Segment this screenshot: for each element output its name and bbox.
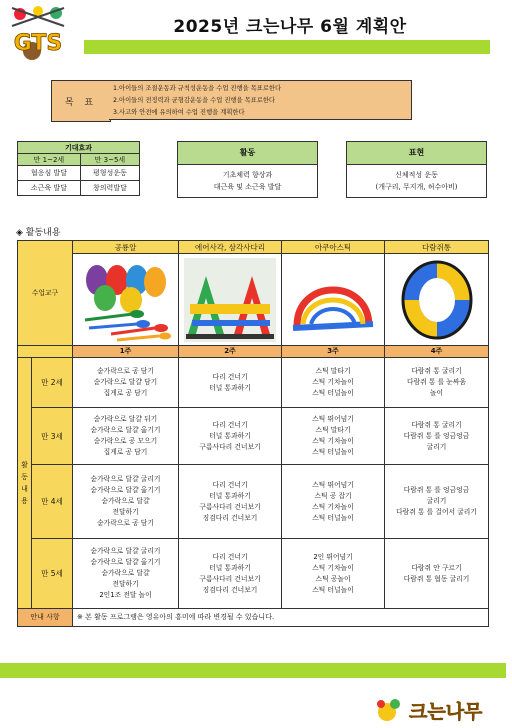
equipment-name: 아쿠아스틱 [282, 241, 385, 254]
plan-cell: 숟가락으로 달걀 굴리기 숟가락으로 달걀 옮기기 숟가락으로 달걀 전달하기 2인1조 전달 놀이 [73, 539, 179, 609]
plan-cell: 다리 건너기 터널 통과하기 구름사다리 건너보기 징검다리 건너보기 [179, 539, 282, 609]
plan-cell: 다리 건너기 터널 통과하기 [179, 358, 282, 408]
section-heading [16, 225, 61, 238]
goal-item: 1.아이들의 조절운동과 규칙성운동을 수업 진행을 목표로한다 [113, 85, 282, 92]
activity-line: 대근육 및 소근육 발달 [213, 183, 282, 191]
activity-box [177, 141, 318, 198]
activity-line: 기초체력 향상과 [222, 171, 273, 179]
plan-cell: 2인 뛰어넘기 스틱 기차놀이 스틱 공놀이 스틱 터널놀이 [282, 539, 385, 609]
plan-cell: 다리 건너기 터널 통과하기 구름사다리 건너보기 징검다리 건너보기 [179, 465, 282, 539]
plan-cell: 스틱 말타기 스틱 기차놀이 스틱 터널놀이 [282, 358, 385, 408]
plan-cell: 다리 건너기 터널 통과하기 구름사다리 건너보기 [179, 408, 282, 465]
plan-cell: 숟가락으로 달걀 굴리기 숟가락으로 달걀 옮기기 숟가락으로 달걀 전달하기 숟가락으로 공 담기 [73, 465, 179, 539]
notice-label: 안내 사항 [18, 609, 73, 627]
squirrel-barrel-image [391, 258, 483, 342]
expression-line: (개구리, 무지개, 허수아비) [375, 183, 458, 191]
effects-cell: 소근육 발달 [18, 181, 81, 196]
equipment-image [282, 254, 385, 346]
footer-logo [375, 696, 505, 724]
effects-col2: 만 3~5세 [80, 154, 139, 166]
age-label: 만 5세 [32, 539, 73, 609]
week-label: 3주 [282, 346, 385, 358]
week-label: 4주 [385, 346, 489, 358]
expression-box [346, 141, 487, 198]
activity-title: 활동 [177, 141, 318, 165]
effects-col1: 만 1~2세 [18, 154, 81, 166]
equipment-name: 다람쥐통 [385, 241, 489, 254]
footer-bar [0, 663, 506, 678]
effects-cell: 창의력발달 [80, 181, 139, 196]
plan-cell: 다람쥐 통 굴리기 다람쥐 통 를 엉금엉금 굴리기 [385, 408, 489, 465]
plan-cell: 스틱 뛰어넘기 스틱 공 잡기 스틱 기차놀이 스틱 터널놀이 [282, 465, 385, 539]
goal-list [109, 80, 412, 120]
effects-cell: 협응심 발달 [18, 166, 81, 181]
effects-cell: 평형성운동 [80, 166, 139, 181]
notice-text: ※ 본 활동 프로그램은 영유아의 흥미에 따라 변경될 수 있습니다. [73, 609, 489, 627]
activity-table [17, 240, 489, 627]
plan-cell: 다람쥐 통 굴리기 다람쥐 통 를 눈싸움 놀이 [385, 358, 489, 408]
age-label: 만 2세 [32, 358, 73, 408]
equipment-name: 공룡알 [73, 241, 179, 254]
age-label: 만 3세 [32, 408, 73, 465]
week-label: 1주 [73, 346, 179, 358]
section-title: 활동내용 [25, 228, 61, 238]
effects-box [17, 141, 140, 196]
page-title: 2025년 크는나무 6월 계획안 [173, 17, 407, 37]
diamond-icon: ◈ [16, 228, 23, 238]
age-label: 만 4세 [32, 465, 73, 539]
gts-logo [6, 4, 70, 62]
equipment-image [73, 254, 179, 346]
plan-cell: 스틱 뛰어넘기 스틱 말타기 스틱 기차놀이 스틱 터널놀이 [282, 408, 385, 465]
plan-cell: 다람쥐 통 를 엉금엉금 굴리기 다람쥐 통 를 걸어서 굴리기 [385, 465, 489, 539]
title-bar [84, 40, 490, 54]
svg-text:GTS: GTS [13, 31, 63, 56]
plan-cell: 숟가락으로 공 담기 숟가락으로 달걀 담기 집게로 공 담기 [73, 358, 179, 408]
expression-line: 신체적성 운동 [395, 171, 438, 179]
ladder-image [184, 258, 276, 342]
equipment-name: 에어사각, 삼각사다리 [179, 241, 282, 254]
equipment-image [385, 254, 489, 346]
aqua-stick-image [287, 258, 379, 342]
goal-label: 목 표 [51, 80, 111, 122]
plan-cell: 숟가락으로 달걀 뒤기 숟가락으로 달걀 옮기기 숟가락으로 공 모으기 집게로 공 담기 [73, 408, 179, 465]
goal-item: 2.아이들의 전정력과 균형감운동을 수업 진행을 목표로한다 [113, 97, 276, 104]
goal-item: 3.사고와 안전에 유의하여 수업 진행을 계획한다 [113, 109, 245, 116]
week-label: 2주 [179, 346, 282, 358]
svg-text:크는나무: 크는나무 [409, 701, 483, 723]
equipment-image [179, 254, 282, 346]
side-label: 활 동 내 용 [18, 358, 32, 609]
tool-label-bottom [18, 346, 73, 358]
effects-title: 기대효과 [18, 142, 140, 154]
egg-spoon-image [81, 258, 171, 342]
expression-title: 표현 [346, 141, 487, 165]
tool-label: 수업교구 [18, 241, 73, 346]
plan-cell: 다람쥐 안 구르기 다람쥐 통 협동 굴리기 [385, 539, 489, 609]
